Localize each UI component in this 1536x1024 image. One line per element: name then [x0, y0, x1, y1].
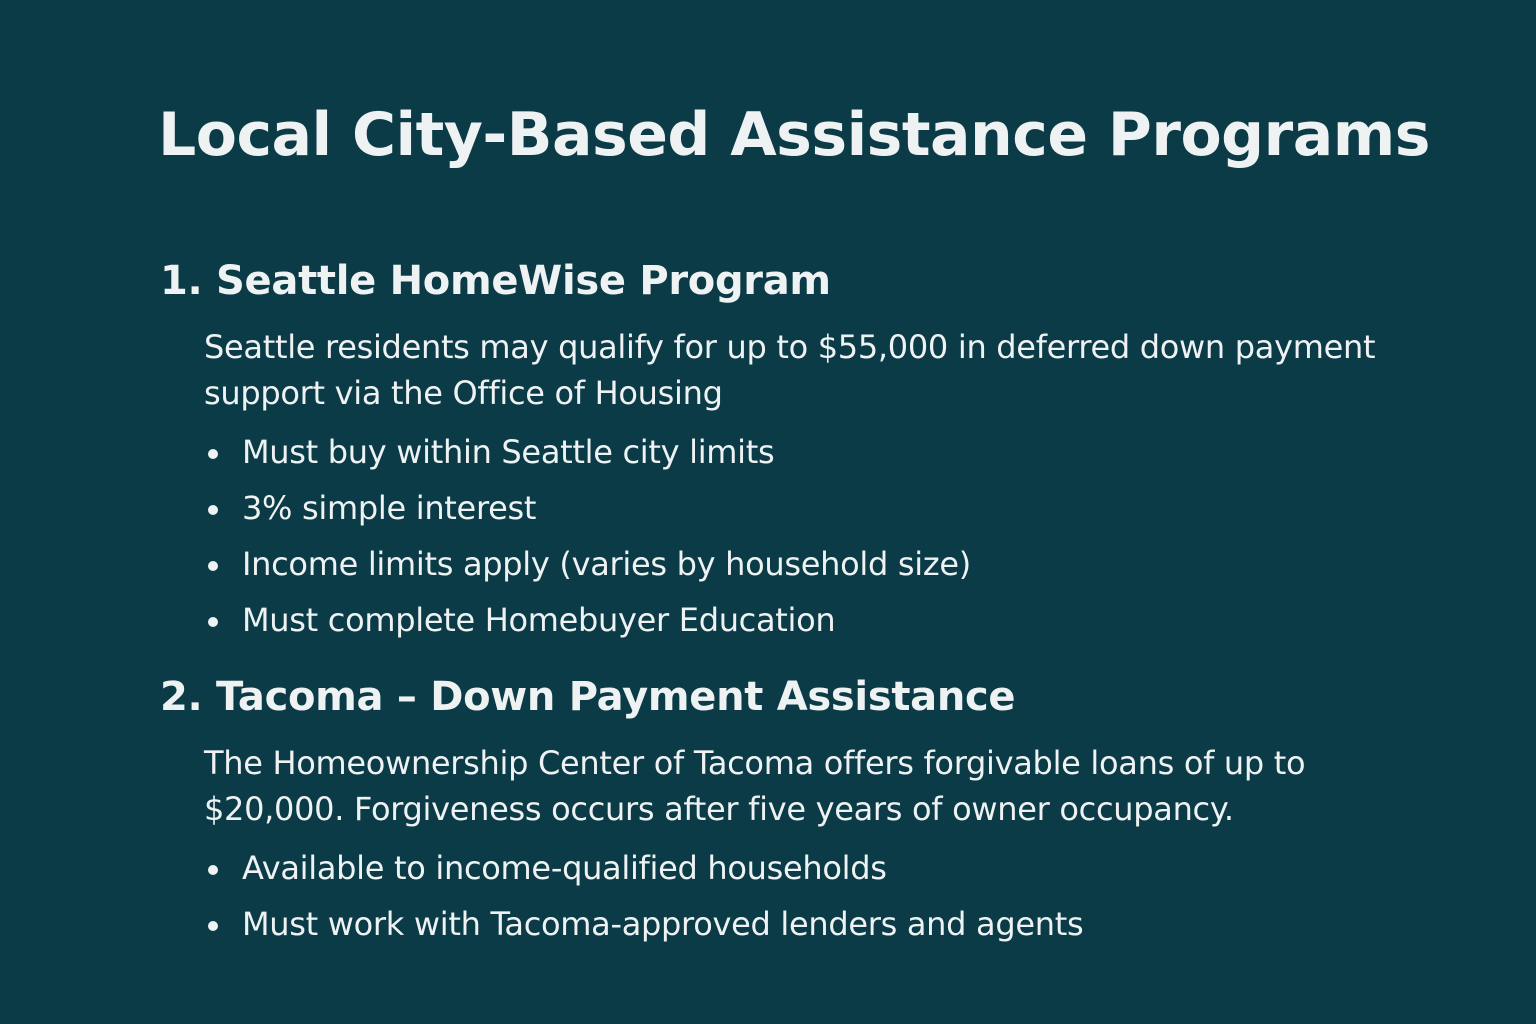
list-item	[206, 896, 1420, 952]
list-item	[206, 840, 1420, 896]
bullet-list	[206, 424, 1420, 648]
page-title: Local City-Based Assistance Programs	[158, 100, 1430, 170]
bullet-icon	[208, 865, 218, 875]
program-section-tacoma	[160, 670, 1420, 952]
list-item	[206, 480, 1420, 536]
bullet-list	[206, 840, 1420, 952]
section-description: Seattle residents may qualify for up to $55,000 in deferred down payment support via the Office of Housing	[204, 328, 1376, 412]
section-heading: 1. Seattle HomeWise Program	[160, 258, 831, 304]
list-item-text: 3% simple interest	[242, 489, 537, 527]
program-section-seattle	[160, 254, 1420, 648]
list-item-text: Must work with Tacoma-approved lenders and agents	[242, 905, 1084, 943]
bullet-icon	[208, 449, 218, 459]
list-item-text: Must buy within Seattle city limits	[242, 433, 775, 471]
list-item	[206, 424, 1420, 480]
list-item-text: Income limits apply (varies by household size)	[242, 545, 971, 583]
list-item	[206, 592, 1420, 648]
list-item	[206, 536, 1420, 592]
bullet-icon	[208, 921, 218, 931]
bullet-icon	[208, 617, 218, 627]
bullet-icon	[208, 561, 218, 571]
section-description: The Homeownership Center of Tacoma offers forgivable loans of up to $20,000. Forgiveness occurs after five years of owner occupancy.	[204, 744, 1306, 828]
list-item-text: Available to income-qualified households	[242, 849, 887, 887]
section-heading: 2. Tacoma – Down Payment Assistance	[160, 674, 1016, 720]
bullet-icon	[208, 505, 218, 515]
list-item-text: Must complete Homebuyer Education	[242, 601, 836, 639]
